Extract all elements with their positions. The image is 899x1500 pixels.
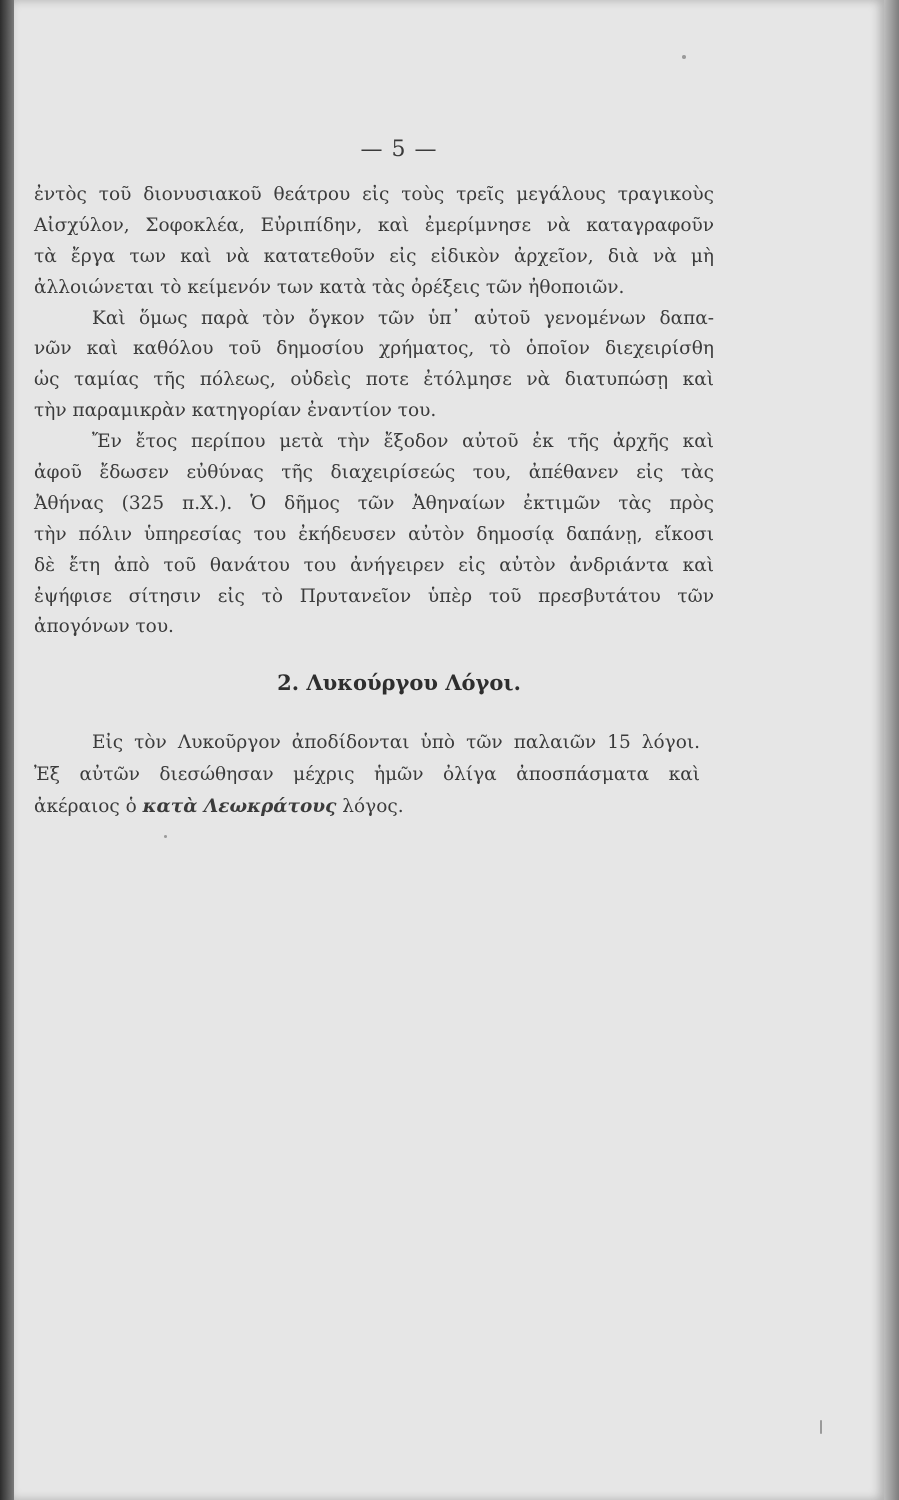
text-line: Αἰσχύλον, Σοφοκλέα, Εὐριπίδην, καὶ ἐμερίμνησε νὰ καταγραφοῦν: [34, 214, 714, 236]
paper-speck: [164, 835, 167, 838]
text-line: ἀλλοιώνεται τὸ κείμενόν των κατὰ τὰς ὀρέξεις τῶν ἠθοποιῶν.: [34, 276, 625, 298]
text-line: Εἰς τὸν Λυκοῦργον ἀποδίδονται ὑπὸ τῶν παλαιῶν 15 λόγοι.: [92, 732, 700, 753]
text-line: νῶν καὶ καθόλου τοῦ δημοσίου χρήματος, τὸ ὁποῖον διεχειρίσθη: [34, 338, 714, 360]
text-line: Καὶ ὅμως παρὰ τὸν ὄγκον τῶν ὑπ᾽ αὐτοῦ γενομένων δαπα-: [92, 307, 714, 329]
text-line: ἐψήφισε σίτησιν εἰς τὸ Πρυτανεῖον ὑπὲρ τοῦ πρεσβυτάτου τῶν: [34, 585, 714, 607]
text-line: ἀπογόνων του.: [34, 616, 174, 638]
text-line: τὰ ἔργα των καὶ νὰ κατατεθοῦν εἰς εἰδικὸν ἀρχεῖον, διὰ νὰ μὴ: [34, 245, 714, 267]
section-text: [34, 727, 700, 823]
text-line: δὲ ἔτη ἀπὸ τοῦ θανάτου του ἀνήγειρεν εἰς αὐτὸν ἀνδριάντα καὶ: [34, 554, 714, 576]
text-line: τὴν πόλιν ὑπηρεσίας του ἐκήδευσεν αὐτὸν δημοσίᾳ δαπάνῃ, εἴκοσι: [34, 523, 714, 545]
text-line: Ἔν ἔτος περίπου μετὰ τὴν ἔξοδον αὐτοῦ ἐκ τῆς ἀρχῆς καὶ: [92, 431, 714, 453]
paragraph-2: [34, 304, 714, 428]
text-line: ἐντὸς τοῦ διονυσιακοῦ θεάτρου εἰς τοὺς τρεῖς μεγάλους τραγικοὺς: [34, 184, 714, 205]
book-page: [14, 0, 884, 1500]
text-run: λόγος.: [336, 796, 404, 817]
page-number: — 5 —: [360, 137, 438, 162]
paper-speck: [682, 55, 686, 59]
book-gutter: [0, 0, 14, 1500]
text-line: τὴν παραμικρὰν κατηγορίαν ἐναντίον του.: [34, 400, 437, 422]
text-line: ὡς ταμίας τῆς πόλεως, οὐδεὶς ποτε ἐτόλμησε νὰ διατυπώσῃ καὶ: [34, 369, 714, 391]
paragraph-1: [34, 180, 714, 304]
section-heading: 2. Λυκούργου Λόγοι.: [277, 670, 521, 695]
body-text: [34, 180, 714, 643]
text-line-with-emphasis: [34, 791, 700, 823]
paper-speck: [820, 1420, 822, 1434]
emphasized-title: κατὰ Λεωκράτους: [142, 796, 337, 817]
paragraph-3: [34, 427, 714, 643]
text-run: ἀκέραιος ὁ: [34, 796, 143, 817]
text-line: ἀφοῦ ἔδωσεν εὐθύνας τῆς διαχειρίσεώς του, ἀπέθανεν εἰς τὰς: [34, 462, 714, 484]
page-edge: [884, 0, 899, 1500]
text-line: Ἀθήνας (325 π.Χ.). Ὁ δῆμος τῶν Ἀθηναίων ἐκτιμῶν τὰς πρὸς: [34, 492, 714, 514]
text-line: Ἐξ αὐτῶν διεσώθησαν μέχρις ἡμῶν ὀλίγα ἀποσπάσματα καὶ: [34, 764, 700, 785]
